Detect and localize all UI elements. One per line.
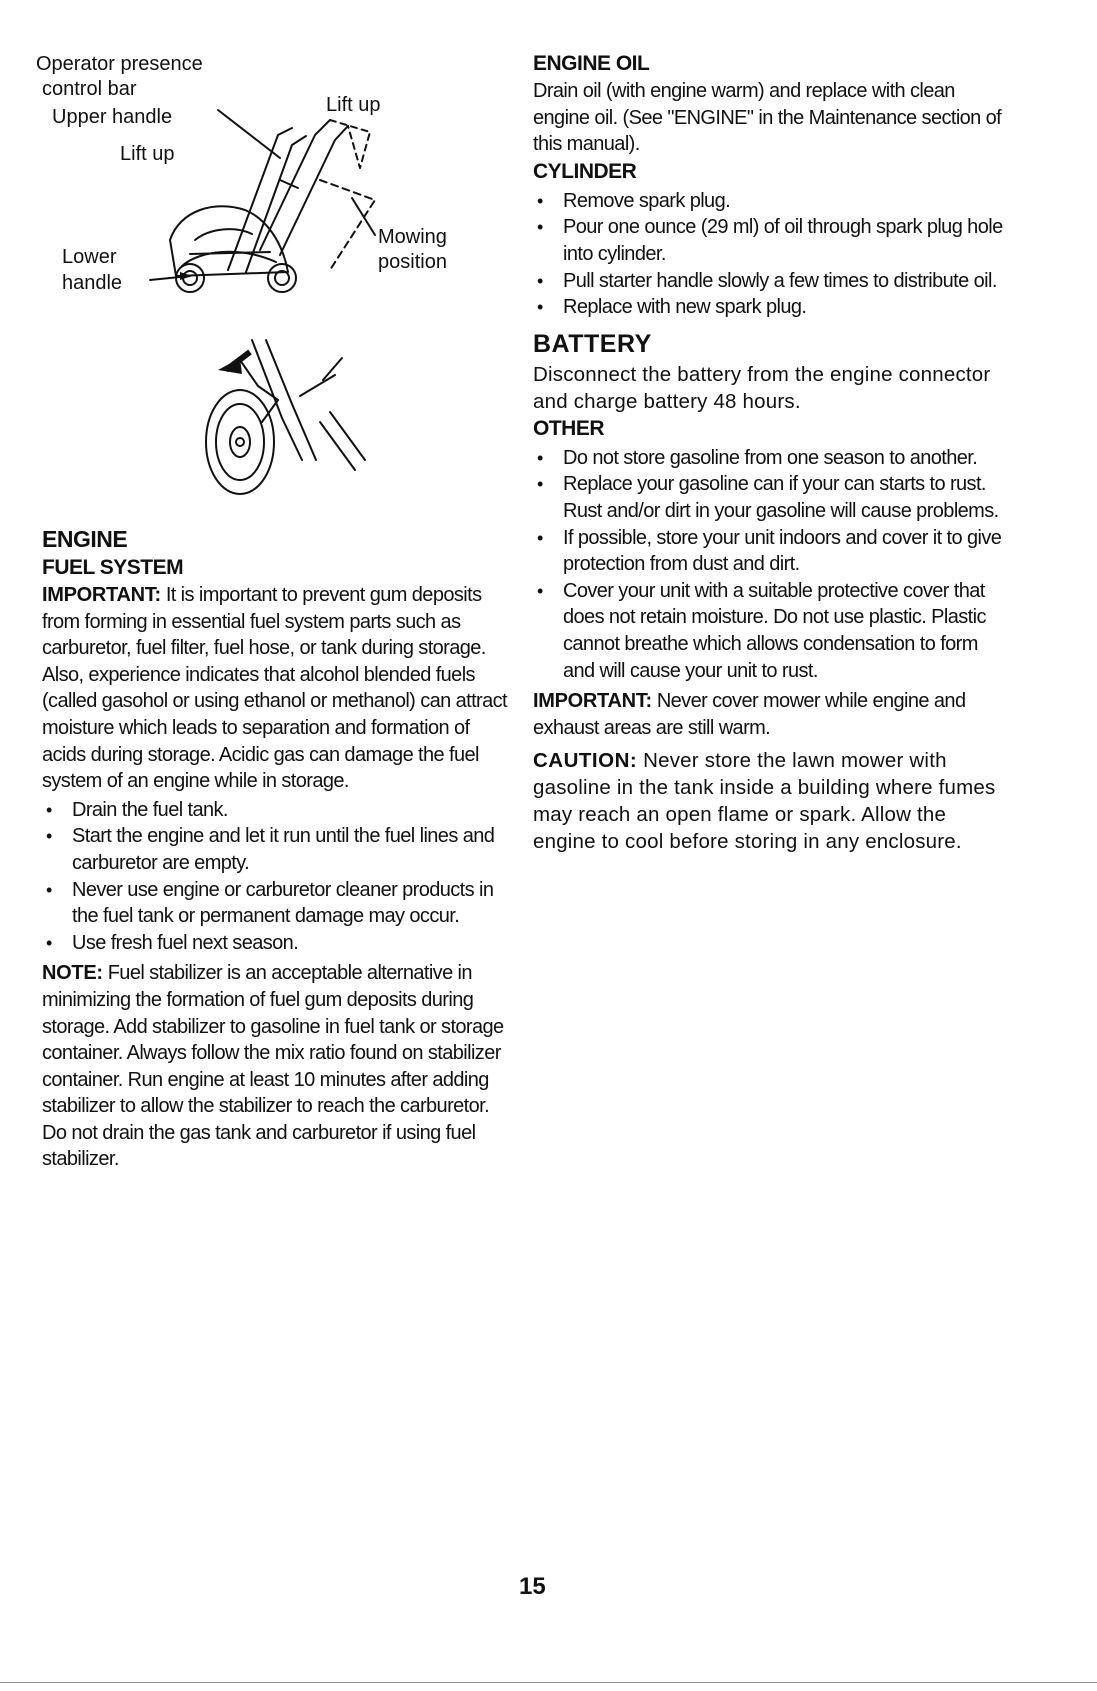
list-item: • Pour one ounce (29 ml) of oil through spark plug hole into cylinder. [533,214,1003,267]
engine-oil-text: Drain oil (with engine warm) and replace with clean engine oil. (See "ENGINE" in the Maintenance section of this manual). [533,80,1002,156]
note-label: NOTE: [42,962,103,985]
list-item: • If possible, store your unit indoors and cover it to give protection from dust and dirt. [533,525,1003,578]
fuel-important-paragraph [42,582,512,795]
page-bottom-rule [0,1682,1097,1683]
list-item: • Replace your gasoline can if your can starts to rust. Rust and/or dirt in your gasoline will cause problems. [533,471,1003,524]
fuel-steps-list [42,797,512,957]
fuel-important-label: IMPORTANT: [42,584,161,606]
storage-important-text: Never cover mower while engine and exhaust areas are still warm. [533,690,966,739]
page-number: 15 [519,1573,546,1600]
list-item: • Never use engine or carburetor cleaner products in the fuel tank or permanent damage may occur. [42,877,512,930]
engine-heading: ENGINE [42,526,128,552]
list-item: • Drain the fuel tank. [42,797,512,824]
list-item: • Use fresh fuel next season. [42,930,512,957]
list-item: • Pull starter handle slowly a few times to distribute oil. [533,268,1003,295]
label-operator-bar-line2: control bar [42,78,137,100]
right-column [533,50,1003,855]
battery-heading: BATTERY [533,329,652,358]
label-lower-handle-line2: handle [62,272,123,294]
cylinder-heading: CYLINDER [533,159,637,183]
caution-label: CAUTION: [533,749,638,773]
list-item: • Replace with new spark plug. [533,294,1003,321]
storage-important-label: IMPORTANT: [533,690,652,713]
caution-text: Never store the lawn mower with gasoline in the tank inside a building where fumes may reach an open flame or spark. Allow the engine to cool before storing in any enclosure. [533,749,996,854]
list-item: • Start the engine and let it run until the fuel lines and carburetor are empty. [42,823,512,876]
label-mowing-position-line2: position [378,251,447,273]
caution-paragraph [533,747,1003,855]
storage-important-paragraph [533,688,1003,741]
fuel-important-text: It is important to prevent gum deposits from forming in essential fuel system parts such as carburetor, fuel filter, fuel hose, or tank during storage. Also, experience indicates that alcohol blended fuels (called gasohol or using ethanol or methanol) can attract moisture which leads to separation and formation of acids during storage. Acidic gas can damage the fuel system of an engine while in storage. [42,584,507,793]
cylinder-steps-list [533,188,1003,321]
list-item: • Remove spark plug. [533,188,1003,215]
engine-oil-heading: ENGINE OIL [533,52,650,75]
battery-text: Disconnect the battery from the engine connector and charge battery 48 hours. [533,362,991,413]
label-operator-bar-line1: Operator presence [36,53,203,75]
note-text: Fuel stabilizer is an acceptable alternative in minimizing the formation of fuel gum deposits during storage. Add stabilizer to gasoline in fuel tank or storage container. Always follow the mix ratio found on stabilizer container. Run engine at least 10 minutes after adding stabilizer to allow the stabilizer to reach the carburetor. Do not drain the gas tank and carburetor if using fuel stabilizer. [42,962,504,1171]
list-item: • Do not store gasoline from one season to another. [533,445,1003,472]
fuel-system-heading: FUEL SYSTEM [42,556,184,579]
other-steps-list [533,445,1003,684]
other-heading: OTHER [533,416,604,440]
label-lift-up-right: Lift up [326,94,381,116]
label-mowing-position-line1: Mowing [378,226,447,248]
label-lower-handle-line1: Lower [62,246,117,268]
left-column [42,524,512,1173]
mower-handle-illustration [30,40,510,540]
label-lift-up-left: Lift up [120,143,175,165]
label-upper-handle: Upper handle [52,106,173,128]
note-paragraph [42,960,512,1173]
list-item: • Cover your unit with a suitable protective cover that does not retain moisture. Do not use plastic. Plastic cannot breathe which allows condensation to form and will cause your unit to rust. [533,578,1003,684]
